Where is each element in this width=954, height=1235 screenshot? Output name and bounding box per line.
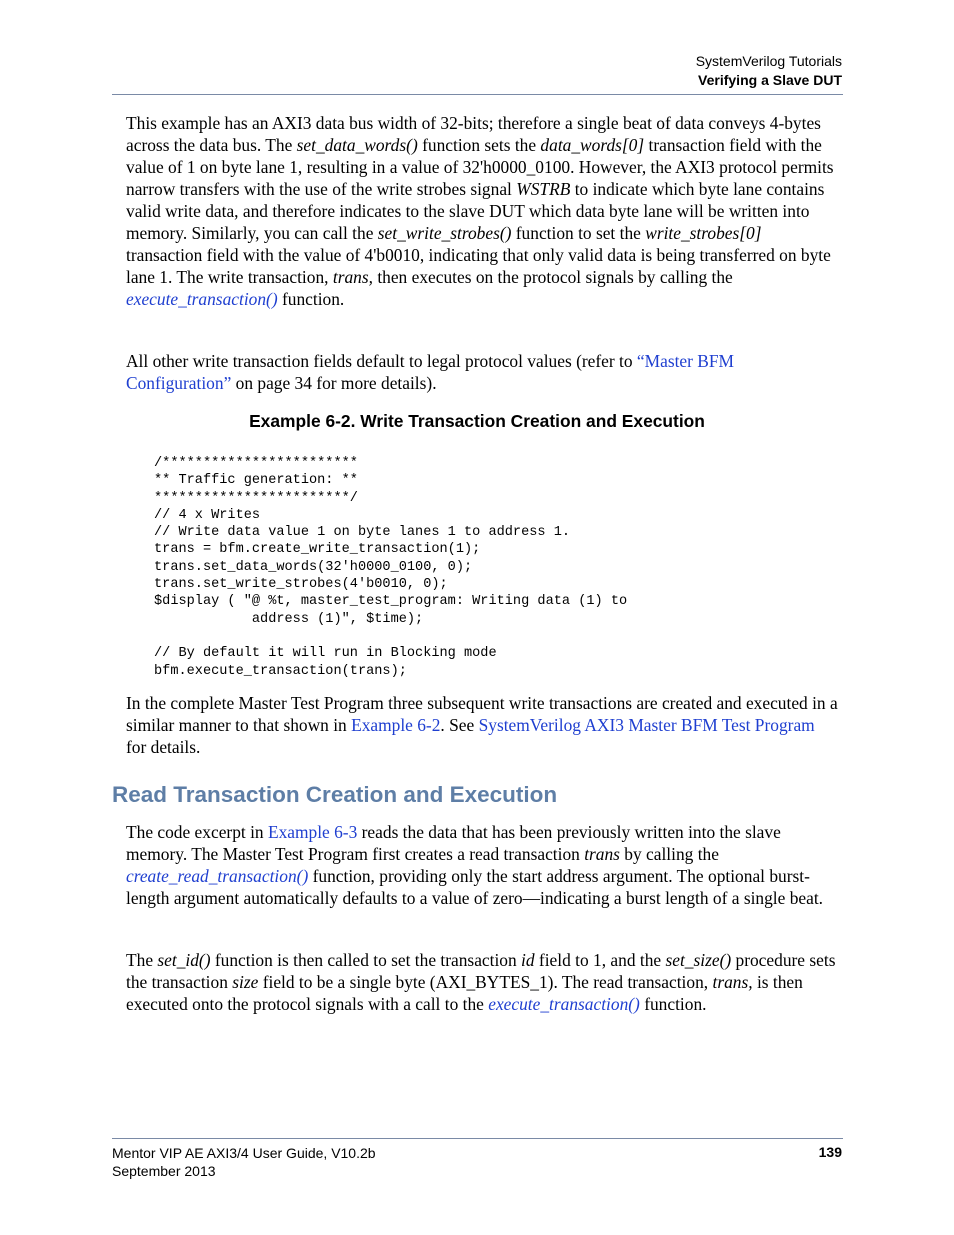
footer-guide-title: Mentor VIP AE AXI3/4 User Guide, V10.2b [112, 1145, 376, 1161]
text: procedure sets the transaction [126, 950, 836, 992]
footer-info [112, 1144, 376, 1180]
text: by calling the [619, 844, 719, 864]
link-example-6-2[interactable]: Example 6-2 [351, 715, 441, 735]
code-ref: write_strobes[0] [645, 223, 762, 243]
example-caption: Example 6-2. Write Transaction Creation and Execution [249, 411, 705, 431]
text: function, providing only the start address argument. The optional burst-length argument automatically defaults to a value of zero—indicating a burst length of a single beat. [126, 866, 824, 908]
paragraph-read-excerpt [126, 821, 838, 909]
text: function to set the [511, 223, 646, 243]
text: function. [639, 994, 707, 1014]
text: function is then called to set the transaction [210, 950, 522, 970]
code-ref: trans, [332, 267, 373, 287]
code-ref: WSTRB [516, 179, 571, 199]
paragraph-complete-program [126, 692, 838, 758]
text: The [126, 950, 158, 970]
code-ref: set_data_words() [296, 135, 418, 155]
link-example-6-3[interactable]: Example 6-3 [267, 822, 358, 842]
text: function sets the [417, 135, 541, 155]
text: to indicate which byte lane contains valid write data, and therefore indicates to the slave DUT which data byte lane will be written into memory. Similarly, you can call the [126, 179, 825, 243]
link-create-read-transaction[interactable]: create_read_transaction() [126, 866, 309, 886]
text: transaction field with the value of 1 on byte lane 1, resulting in a value of 32'h0000_0100. However, the AXI3 protocol permits narrow transfers with the use of the write strobes signal [126, 135, 834, 199]
paragraph-defaults [126, 350, 838, 394]
link-master-bfm-configuration[interactable]: “Master BFM Configuration” [126, 351, 735, 393]
code-ref: set_write_strobes() [377, 223, 512, 243]
text: function. [277, 289, 345, 309]
header-rule [112, 94, 843, 95]
text: . See [440, 715, 479, 735]
text: for details. [126, 737, 201, 757]
text: This example has an AXI3 data bus width of 32-bits; therefore a single beat of data conveys 4-bytes across the data bus. The [126, 113, 821, 155]
running-header [696, 52, 842, 90]
text: field to 1, and the [534, 950, 666, 970]
code-ref: trans, [712, 972, 753, 992]
paragraph-write-strobes [126, 112, 838, 310]
link-master-bfm-test-program[interactable]: SystemVerilog AXI3 Master BFM Test Program [478, 715, 815, 735]
text: field to be a single byte (AXI_BYTES_1). The read transaction, [258, 972, 713, 992]
code-ref: set_size() [665, 950, 732, 970]
text: is then executed onto the protocol signals with a call to the [126, 972, 803, 1014]
paragraph-set-id [126, 949, 838, 1015]
code-ref: data_words[0] [540, 135, 645, 155]
link-execute-transaction[interactable]: execute_transaction() [126, 289, 278, 309]
link-execute-transaction[interactable]: execute_transaction() [488, 994, 640, 1014]
text: In the complete Master Test Program three subsequent write transactions are created and executed in a similar manner to that shown in [126, 693, 838, 735]
header-chapter: SystemVerilog Tutorials [695, 53, 842, 69]
code-ref: id [521, 950, 535, 970]
section-title: Read Transaction Creation and Execution [112, 782, 558, 807]
text: All other write transaction fields default to legal protocol values (refer to [126, 351, 637, 371]
text: on page 34 for more details). [231, 373, 437, 393]
text: reads the data that has been previously written into the slave memory. The Master Test Program first creates a read transaction [126, 822, 781, 864]
header-section: Verifying a Slave DUT [698, 72, 842, 88]
text: transaction field with the value of 4'b0010, indicating that only valid data is being transferred on byte lane 1. The write transaction, [126, 245, 831, 287]
text: then executes on the protocol signals by calling the [372, 267, 733, 287]
code-ref: size [232, 972, 259, 992]
page-number: 139 [818, 1144, 842, 1160]
text: The code excerpt in [126, 822, 268, 842]
code-ref: trans [584, 844, 620, 864]
footer-date: September 2013 [112, 1163, 216, 1179]
code-ref: set_id() [157, 950, 211, 970]
code-block: /************************ ** Traffic generation: ** ************************/ // 4 x Writes // Write data value 1 on byte lanes 1 to address 1. trans = bfm.create_write_transaction(1); trans.set_data_words(32'h0000_0100, 0); trans.set_write_strobes(4'b0010, 0); $display ( "@ %t, master_test_program: Writing data (1) to address (1)", $time); // By default it will run in Blocking mode bfm.execute_transaction(trans); [154, 456, 628, 679]
footer-rule [112, 1138, 843, 1139]
